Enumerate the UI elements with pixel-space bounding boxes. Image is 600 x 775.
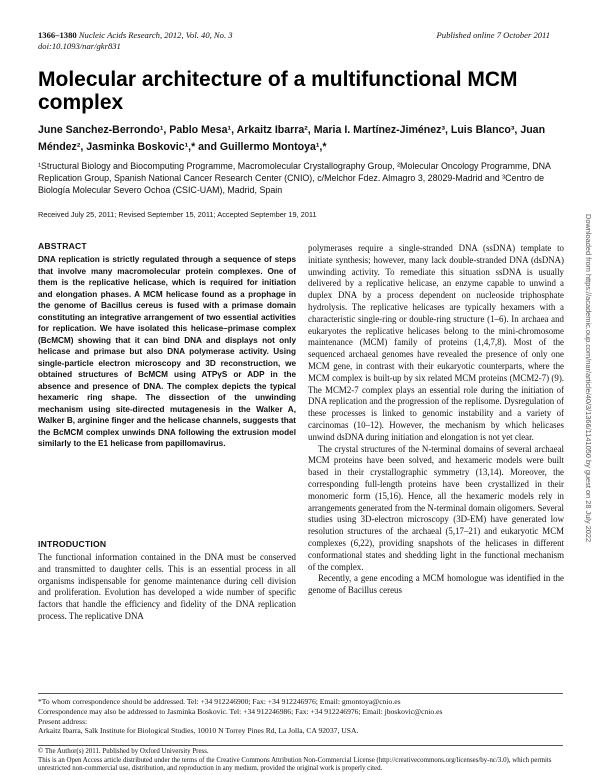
copyright: © The Author(s) 2011. Published by Oxford University Press. bbox=[38, 748, 209, 755]
doi: doi:10.1093/nar/gkr831 bbox=[38, 41, 121, 51]
abstract-text: DNA replication is strictly regulated through a sequence of steps that involve many macromolecular protein complexes. One of them is the replicative helicase, which is required for initiation and elongation phases. A MCM helicase found as a prophage in the genome of Bacillus cereus is fused with a primase domain constituting an integrative arrangement of two essential activities for replication. We have isolated this helicase–primase complex (BcMCM) showing that it can bind DNA and displays not only helicase and primase but also DNA polymerase activity. Using single-particle electron microscopy and 3D reconstruction, we obtained structures of BcMCM using ATPγS or ADP in the absence and presence of DNA. The complex depicts the typical hexameric ring shape. The dissection of the unwinding mechanism using site-directed mutagenesis in the Walker A, Walker B, arginine finger and the helicase channels, suggests that the BcMCM complex unwinds DNA following the extrusion model similarly to the E1 helicase from papillomavirus. bbox=[38, 255, 296, 448]
paragraph: The crystal structures of the N-terminal domains of several archaeal MCM proteins have been solved, and hexameric models were built based in their crystallographic symmetry (13,14). Moreover, the corresponding full-length proteins have been crystallized in their monomeric form (15,16). Hence, all the hexameric models rely in arrangements generated from the N-terminal domain oligomers. Several studies using 3D-electron microscopy (3D-EM) have generated low resolution structures of the archaeal (5,17–21) and eukaryotic MCM complexes (6,22), providing snapshots of the helicases in different conformational states and shedding light in the functional mechanism of the complex. bbox=[308, 443, 564, 572]
download-watermark bbox=[583, 214, 595, 684]
present-address: Arkaitz Ibarra, Salk Institute for Biological Studies, 10010 N Torrey Pines Rd, La Jolla, CA 92037, USA. bbox=[38, 726, 359, 736]
present-address-label: Present address: bbox=[38, 716, 88, 726]
journal-citation: Nucleic Acids Research, 2012, Vol. 40, No. 3 bbox=[78, 30, 233, 40]
introduction-heading: INTRODUCTION bbox=[38, 539, 107, 549]
paragraph: polymerases require a single-stranded DNA (ssDNA) template to initiate synthesis; however, many lack double-stranded DNA (dsDNA) unwinding activity. To remediate this situation ssDNA is usually delivered by a replicative helicase, an enzyme capable to unwind a duplex DNA by a process dependent on nucleoside triphosphate hydrolysis. The replicative helicases are typically hexamers with a characteristic single-ring or double-ring structure (1–6). In archaea and eukaryotes the replicative helicases belong to the mini-chromosome maintenance (MCM) family of proteins (1,4,7,8). Most of the sequenced archaeal genomes have revealed the presence of only one MCM gene, in contrast with their eukaryotic counterparts, where the MCM complex is built-up by six related MCM proteins (MCM2-7) (9). The MCM2-7 complex plays an essential role during the initiation of DNA replication and the progression of the replisome. Dysregulation of these processes is linked to genomic instability and a variety of carcinomas (10–12). However, the mechanism by which helicases unwind dsDNA during initiation and elongation is not yet clear. bbox=[308, 243, 564, 442]
abstract-heading: ABSTRACT bbox=[38, 241, 87, 251]
license-text: This is an Open Access article distributed under the terms of the Creative Commons Attribution Non-Commercial License (http://creativecommons.org/licenses/by-nc/3.0), which permits unrestricted non-commercial use, distribution, and reproduction in any medium, provided the original work is properly cited. bbox=[38, 756, 552, 773]
right-column bbox=[308, 243, 564, 597]
affiliations: ¹Structural Biology and Biocomputing Programme, Macromolecular Crystallography Group, ²Molecular Oncology Programme, DNA Replication Group, Spanish National Cancer Research Center (CNIO), c/Melchor Fdez. Almagro 3, 28029-Madrid and ³Centro de Biología Molecular Severo Ochoa (CSIC-UAM), Madrid, Spain bbox=[38, 161, 551, 195]
license-divider bbox=[38, 745, 563, 746]
paragraph: Recently, a gene encoding a MCM homologue was identified in the genome of Bacillus cereus bbox=[308, 573, 564, 596]
license-block bbox=[38, 748, 568, 774]
running-header bbox=[38, 30, 233, 52]
introduction-text: The functional information contained in the DNA must be conserved and transmitted to daughter cells. This is an essential process in all organisms indispensable for genome maintenance during cell division and proliferation. Evolution has developed a wide number of specific factors that handle the efficiency and fidelity of the DNA replication process. The replicative DNA bbox=[38, 552, 296, 621]
correspondence-2: Correspondence may also be addressed to Jasminka Boskovic. Tel: +34 912246986; Fax: +34 912246976; Email: jboskovic@cnio.es bbox=[38, 706, 443, 716]
footnote-divider bbox=[38, 693, 563, 694]
correspondence-1: *To whom correspondence should be addressed. Tel: +34 912246900; Fax: +34 912246976; Email: gmontoya@cnio.es bbox=[38, 697, 401, 706]
download-note: Downloaded from https://academic.oup.com/nar/article/40/3/1366/1141050 by guest on 28 July 2022 bbox=[584, 214, 593, 543]
author-list: June Sanchez-Berrondo¹, Pablo Mesa¹, Arkaitz Ibarra², Maria I. Martínez-Jiménez³, Luis Blanco³, Juan Méndez², Jasminka Boskovic¹,* and Guillermo Montoya¹,* bbox=[38, 124, 546, 153]
received-dates: Received July 25, 2011; Revised September 15, 2011; Accepted September 19, 2011 bbox=[38, 210, 317, 219]
article-title: Molecular architecture of a multifunctional MCM complex bbox=[38, 68, 518, 114]
published-date: Published online 7 October 2011 bbox=[436, 30, 550, 40]
correspondence-footnotes bbox=[38, 697, 568, 736]
page-range: 1366–1380 bbox=[38, 30, 77, 40]
